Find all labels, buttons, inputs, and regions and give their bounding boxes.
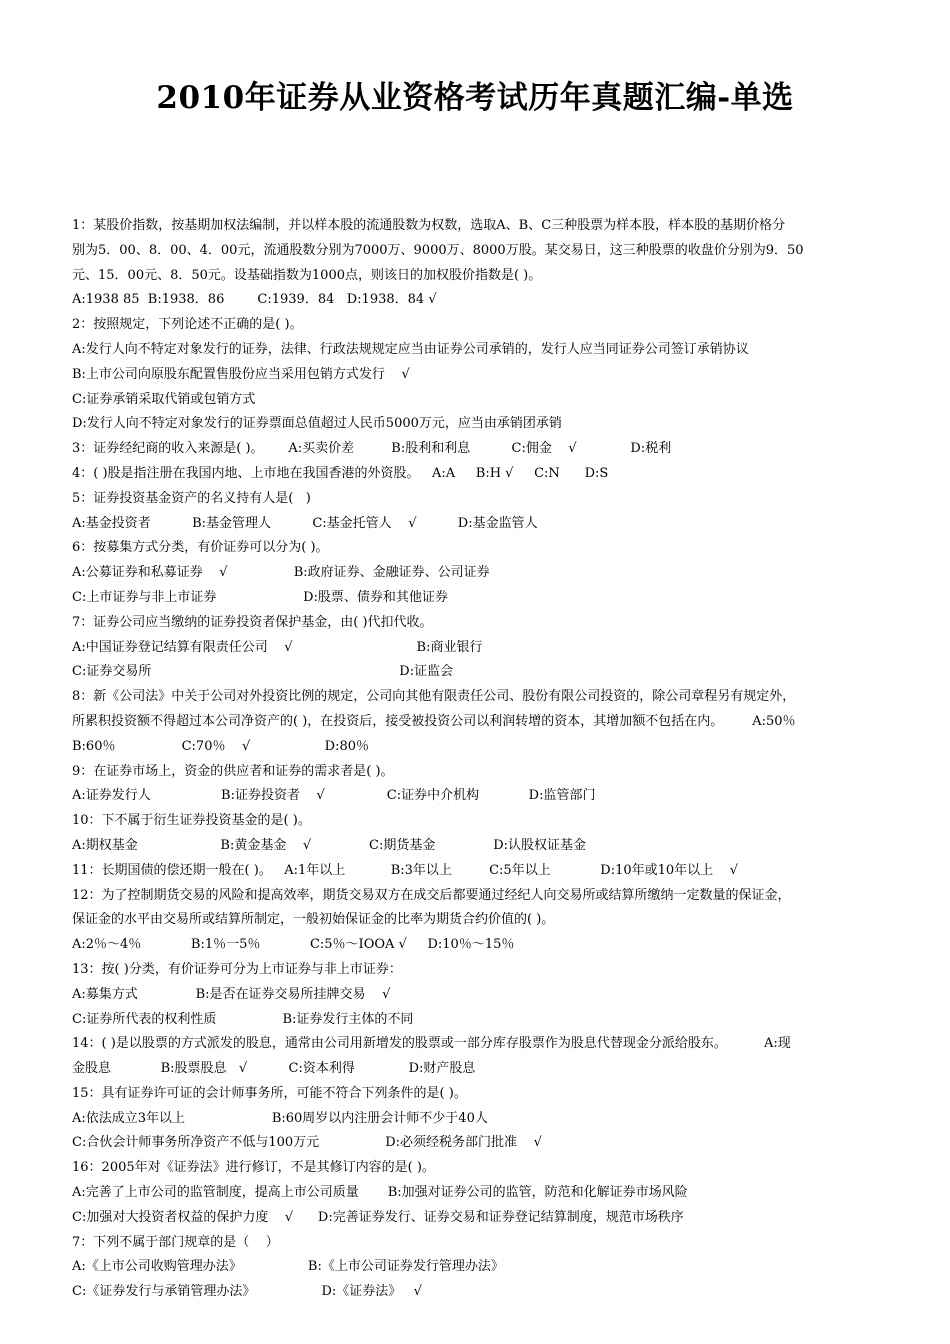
text-line: A:基金投资者 B:基金管理人 C:基金托管人 √ D:基金监管人 <box>72 515 538 531</box>
text-line: 别为5．00、8．00、4．00元，流通股数分别为7000万、9000万、8000万股。某交易日，这三种股票的收盘价分别为9．50 <box>72 242 804 258</box>
text-line: B:上市公司向原股东配置售股份应当采用包销方式发行 √ <box>72 366 410 382</box>
text-line: C:上市证券与非上市证券 D:股票、债券和其他证券 <box>72 589 448 605</box>
document-body <box>72 214 872 1305</box>
text-line: 7：下列不属于部门规章的是（ ） <box>72 1234 279 1250</box>
text-line: A:完善了上市公司的监管制度，提高上市公司质量 B:加强对证券公司的监管，防范和化解证券市场风险 <box>72 1185 688 1201</box>
text-line: 5：证券投资基金资产的名义持有人是( ) <box>72 490 311 506</box>
text-line: 16：2005年对《证券法》进行修订，不是其修订内容的是( )。 <box>72 1160 435 1176</box>
text-line: A:募集方式 B:是否在证券交易所挂牌交易 √ <box>72 986 391 1002</box>
text-line: 保证金的水平由交易所或结算所制定，一般初始保证金的比率为期货合约价值的( )。 <box>72 912 555 928</box>
text-line: 8：新《公司法》中关于公司对外投资比例的规定，公司向其他有限责任公司、股份有限公司投资的，除公司章程另有规定外， <box>72 689 796 705</box>
text-line: C:证券所代表的权利性质 B:证券发行主体的不同 <box>72 1011 414 1027</box>
text-line: A:2％～4％ B:1％一5％ C:5％～IOOA √ D:10％～15％ <box>72 937 515 953</box>
text-line: 金股息 B:股票股息 √ C:资本利得 D:财产股息 <box>72 1061 476 1077</box>
text-line: 7：证券公司应当缴纳的证券投资者保护基金，由( )代扣代收。 <box>72 614 433 630</box>
text-line: A:依法成立3年以上 B:60周岁以内注册会计师不少于40人 <box>72 1110 488 1126</box>
text-line: C:加强对大投资者权益的保护力度 √ D:完善证券发行、证券交易和证券登记结算制度，规范市场秩序 <box>72 1209 684 1225</box>
text-line: 9：在证券市场上，资金的供应者和证券的需求者是( )。 <box>72 763 394 779</box>
text-line: 6：按募集方式分类，有价证券可以分为( )。 <box>72 540 329 556</box>
text-line: D:发行人向不特定对象发行的证券票面总值超过人民币5000万元，应当由承销团承销 <box>72 416 562 432</box>
document-title: 2010年证券从业资格考试历年真题汇编-单选 <box>156 80 794 116</box>
text-line: A:公募证券和私募证券 √ B:政府证券、金融证券、公司证券 <box>72 565 490 581</box>
text-line: 15：具有证券许可证的会计师事务所，可能不符合下列条件的是( )。 <box>72 1085 467 1101</box>
text-line: 所累积投资额不得超过本公司净资产的( )，在投资后，接受被投资公司以利润转增的资本，其增加额不包括在内。 A:50％ <box>72 713 796 729</box>
text-line: A:发行人向不特定对象发行的证券，法律、行政法规规定应当由证券公司承销的，发行人应当同证券公司签订承销协议 <box>72 341 749 357</box>
text-line: A:证券发行人 B:证券投资者 √ C:证券中介机构 D:监管部门 <box>72 788 596 804</box>
text-line: 13：按( )分类，有价证券可分为上市证券与非上市证券： <box>72 961 402 977</box>
text-line: 2：按照规定，下列论述不正确的是( )。 <box>72 317 303 333</box>
text-line: C:证券承销采取代销或包销方式 <box>72 391 256 407</box>
text-line: A:中国证券登记结算有限责任公司 √ B:商业银行 <box>72 639 483 655</box>
text-line: B:60％ C:70％ √ D:80％ <box>72 738 370 754</box>
text-line: 3：证券经纪商的收入来源是( )。 A:买卖价差 B:股利和利息 C:佣金 √ D:税利 <box>72 441 672 457</box>
text-line: A:期权基金 B:黄金基金 √ C:期货基金 D:认股权证基金 <box>72 837 586 853</box>
text-line: 11：长期国债的偿还期一般在( )。 A:1年以上 B:3年以上 C:5年以上 D:10年或10年以上 √ <box>72 862 738 878</box>
text-line: 4：( )股是指注册在我国内地、上市地在我国香港的外资股。 A:A B:H √ C:N D:S <box>72 465 609 481</box>
text-line: A:1938 85 B:1938．86 C:1939．84 D:1938．84 √ <box>72 292 437 308</box>
text-line: 1：某股价指数，按基期加权法编制，并以样本股的流通股数为权数，选取A、B、C三种股票为样本股，样本股的基期价格分 <box>72 218 786 233</box>
text-line: A:《上市公司收购管理办法》 B:《上市公司证券发行管理办法》 <box>72 1259 504 1275</box>
text-line: C:证券交易所 D:证监会 <box>72 664 454 680</box>
text-line: 元、15．00元、8．50元。设基础指数为1000点，则该日的加权股价指数是( )。 <box>72 267 542 283</box>
text-line: 10：下不属于衍生证券投资基金的是( )。 <box>72 813 311 829</box>
text-line: C:合伙会计师事务所净资产不低与100万元 D:必须经税务部门批准 √ <box>72 1135 542 1151</box>
text-line: 14：( )是以股票的方式派发的股息，通常由公司用新增发的股票或一部分库存股票作为股息代替现金分派给股东。 A:现 <box>72 1036 791 1052</box>
text-line: 12：为了控制期货交易的风险和提高效率，期货交易双方在成交后都要通过经纪人向交易所或结算所缴纳一定数量的保证金， <box>72 887 791 903</box>
text-line: C:《证券发行与承销管理办法》 D:《证券法》 √ <box>72 1284 422 1300</box>
